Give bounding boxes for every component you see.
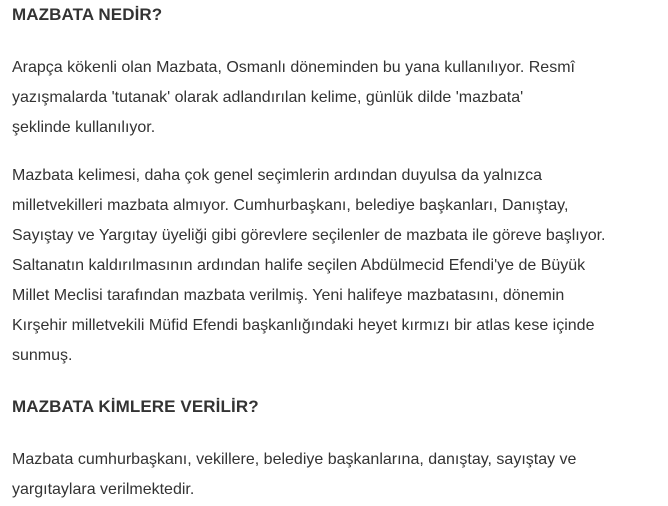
section-heading-mazbata-nedir: MAZBATA NEDİR?: [12, 5, 163, 24]
paragraph-line: sunmuş.: [12, 347, 73, 364]
paragraph-line: Millet Meclisi tarafından mazbata verilmiş. Yeni halifeye mazbatasını, dönemin: [12, 287, 565, 304]
paragraph-origin: [12, 53, 575, 143]
paragraph-line: Saltanatın kaldırılmasının ardından halife seçilen Abdülmecid Efendi'ye de Büyük: [12, 257, 586, 274]
paragraph-line: Mazbata kelimesi, daha çok genel seçimlerin ardından duyulsa da yalnızca: [12, 167, 543, 184]
paragraph-line: yargıtaylara verilmektedir.: [12, 481, 195, 498]
paragraph-recipients: [12, 445, 576, 505]
paragraph-line: Kırşehir milletvekili Müfid Efendi başkanlığındaki heyet kırmızı bir atlas kese içinde: [12, 317, 595, 334]
paragraph-line: Arapça kökenli olan Mazbata, Osmanlı döneminden bu yana kullanılıyor. Resmî: [12, 59, 575, 76]
paragraph-line: Mazbata cumhurbaşkanı, vekillere, belediye başkanlarına, danıştay, sayıştay ve: [12, 451, 577, 468]
section-heading-mazbata-kimlere-verilir: MAZBATA KİMLERE VERİLİR?: [12, 397, 259, 416]
paragraph-line: yazışmalarda 'tutanak' olarak adlandırılan kelime, günlük dilde 'mazbata': [12, 89, 524, 106]
paragraph-line: şeklinde kullanılıyor.: [12, 119, 156, 136]
paragraph-usage: [12, 161, 606, 371]
paragraph-line: milletvekilleri mazbata almıyor. Cumhurbaşkanı, belediye başkanları, Danıştay,: [12, 197, 569, 214]
paragraph-line: Sayıştay ve Yargıtay üyeliği gibi görevlere seçilenler de mazbata ile göreve başlıyor.: [12, 227, 606, 244]
